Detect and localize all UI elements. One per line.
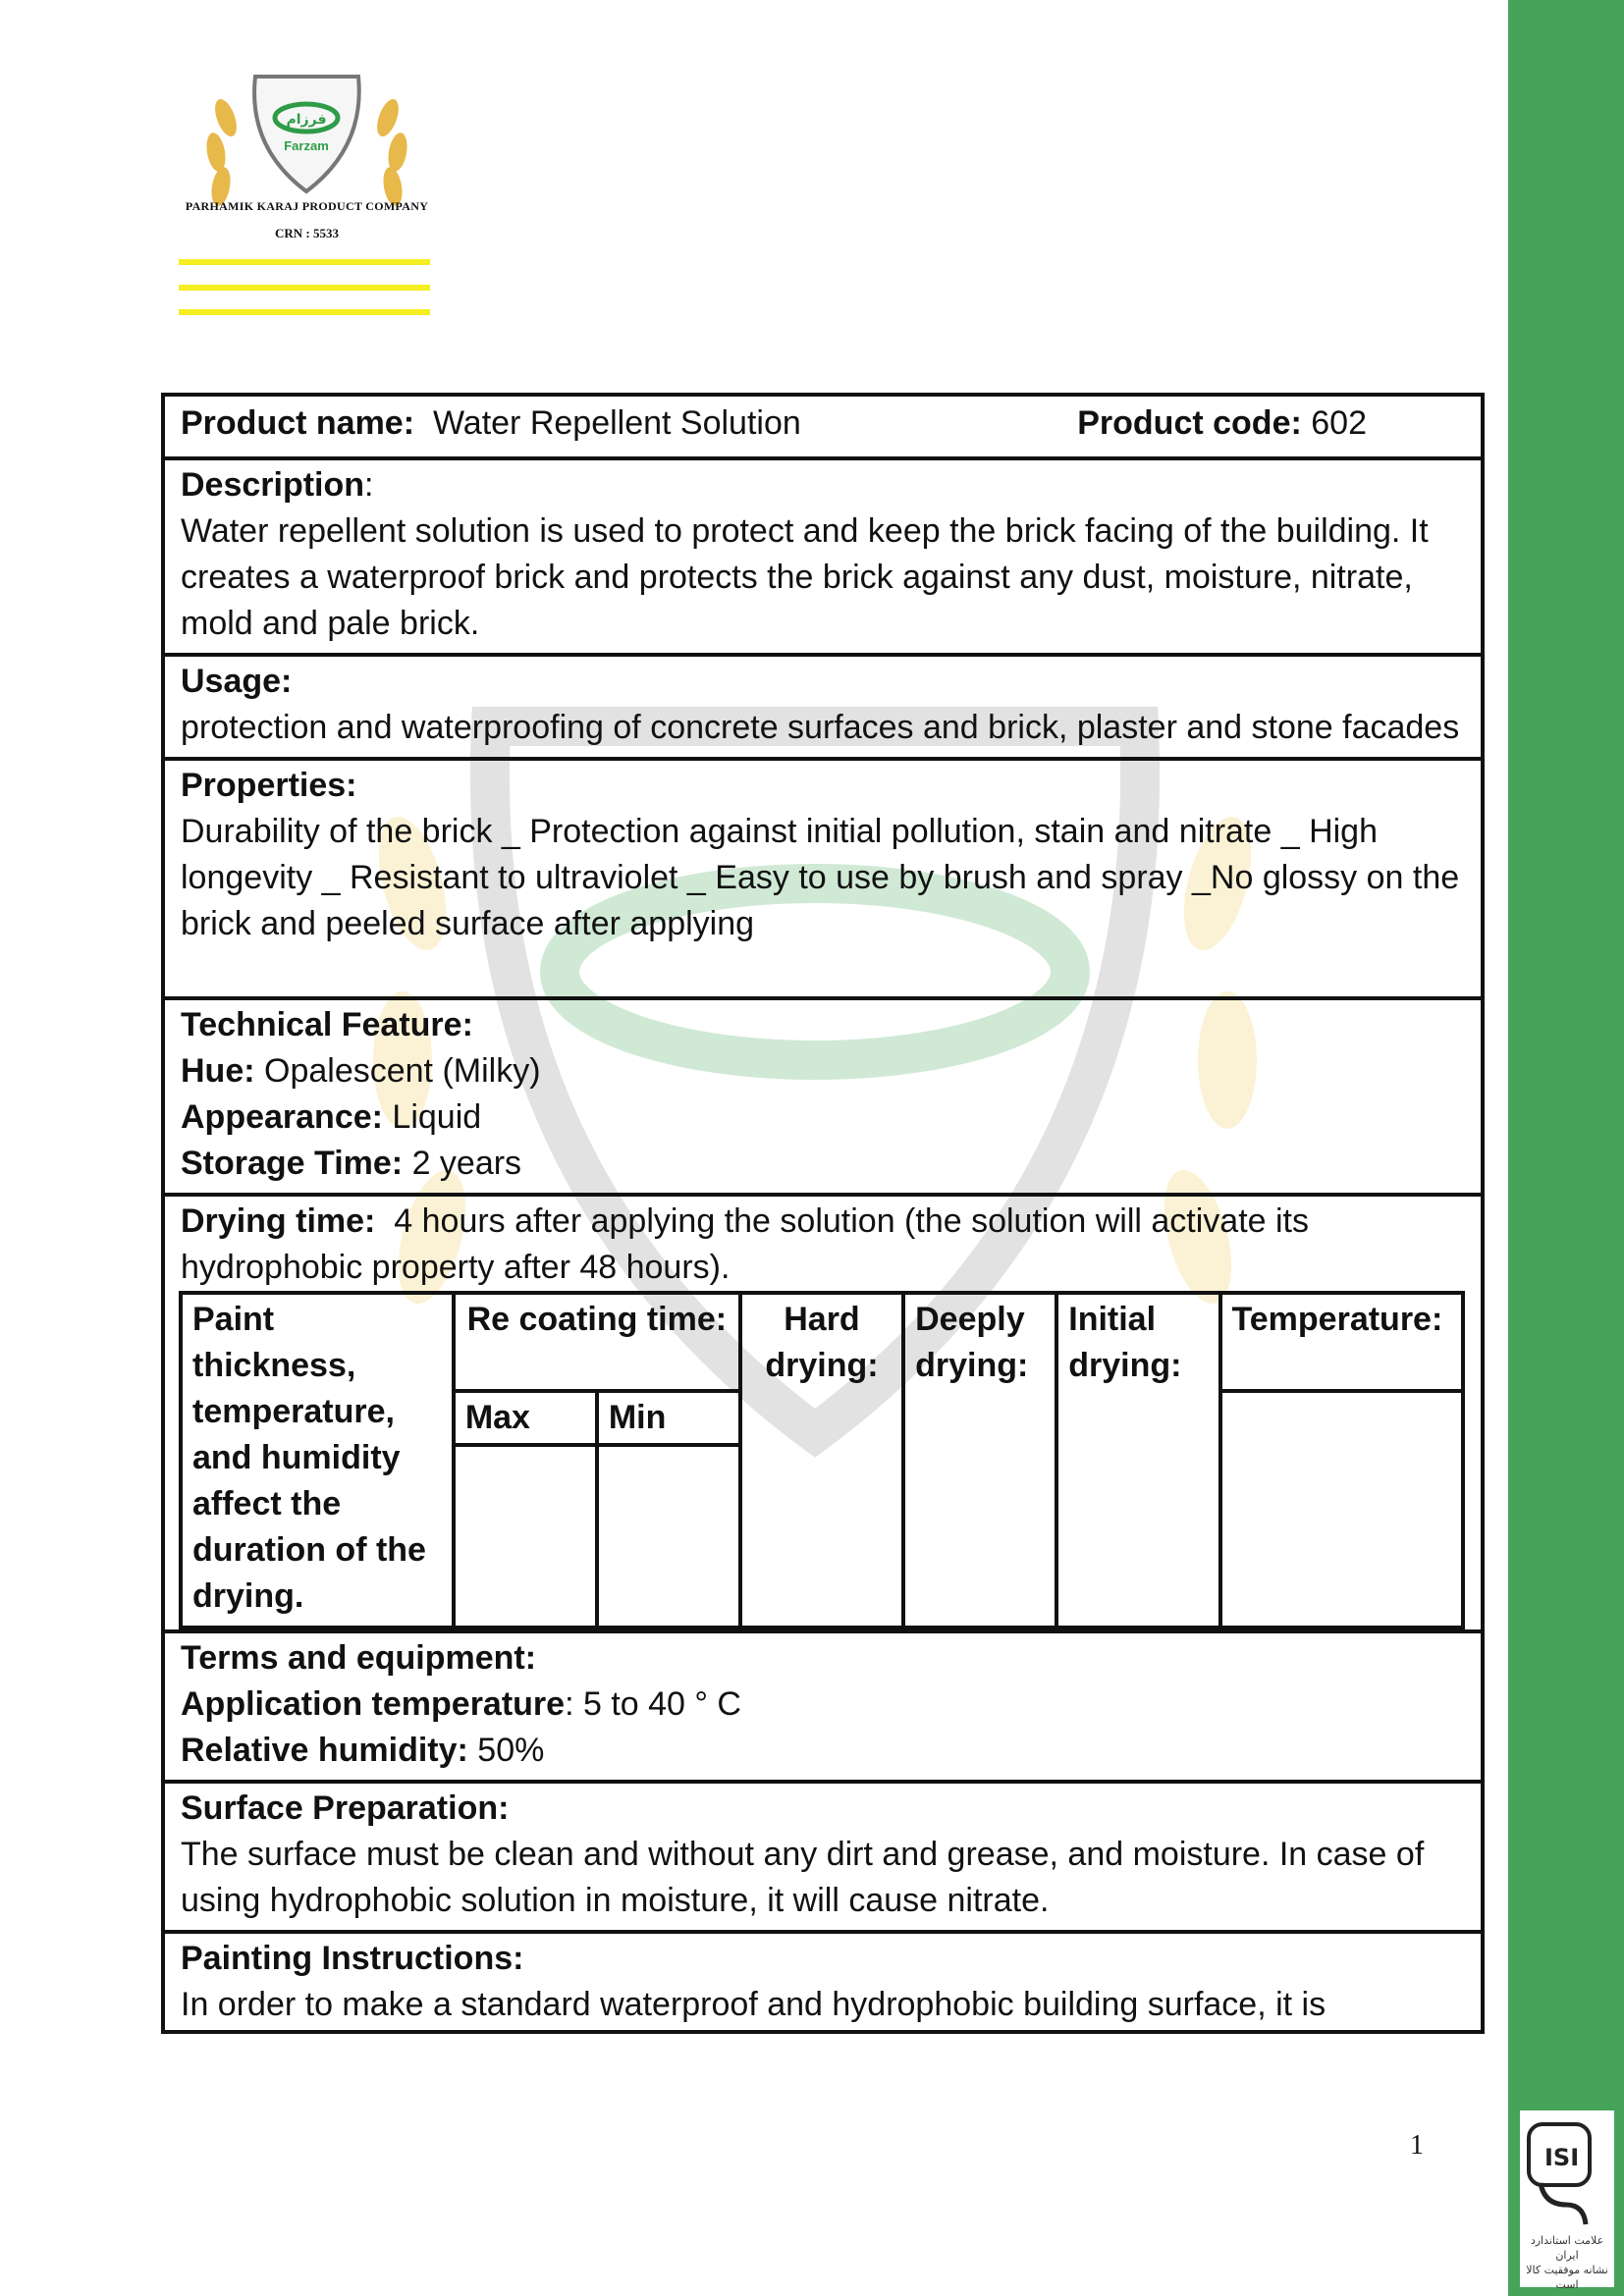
product-code-label: Product code:: [1077, 404, 1302, 442]
product-name: [181, 400, 801, 447]
technical-heading: Technical Feature:: [181, 1006, 473, 1043]
terms-section: [165, 1629, 1481, 1780]
drying-text: 4 hours after applying the solution (the solution will activate its hydrophobic property after 48 hours).: [181, 1202, 1309, 1286]
company-logo-icon: [177, 59, 437, 334]
surface-text: The surface must be clean and without any dirt and grease, and moisture. In case of using hydrophobic solution in moisture, it will cause nitrate.: [181, 1836, 1425, 1919]
properties-section: [165, 757, 1481, 996]
page-number: 1: [1410, 2130, 1424, 2161]
terms-heading: Terms and equipment:: [181, 1639, 537, 1677]
surface-section: [165, 1780, 1481, 1930]
drying-side-note: Paint thickness, temperature, and humidity affect the duration of the drying.: [181, 1293, 454, 1628]
hard-drying-header: Hard drying:: [740, 1293, 903, 1628]
svg-text:ISI: ISI: [1544, 2144, 1580, 2171]
drying-label: Drying time:: [181, 1202, 376, 1240]
humidity-value: 50%: [477, 1732, 545, 1769]
decor-line: [179, 259, 430, 265]
company-name: PARHAMIK KARAJ PRODUCT COMPANY: [185, 199, 429, 213]
sidebar-strip: [1508, 0, 1624, 2296]
initial-cell: [1056, 1445, 1219, 1628]
recoating-min: Min: [597, 1391, 740, 1445]
properties-text: Durability of the brick _ Protection against initial pollution, stain and nitrate _ High longevity _ Resistant to ultraviolet _ Easy to use by brush and spray _No glossy on the brick and peeled surface after applying: [181, 813, 1460, 942]
temperature-cell: [1220, 1391, 1463, 1628]
standard-mark: [1520, 2110, 1614, 2291]
standard-mark-line2: نشانه موفقیت کالا است: [1526, 2264, 1608, 2291]
product-name-label: Product name:: [181, 404, 415, 442]
appearance-value: Liquid: [392, 1098, 482, 1136]
product-code-value: 602: [1311, 404, 1367, 442]
technical-section: [165, 996, 1481, 1193]
brand-latin: Farzam: [284, 138, 329, 153]
properties-heading: Properties:: [181, 767, 357, 804]
initial-drying-header: Initial drying:: [1056, 1293, 1219, 1445]
app-temp-label: Application temperature: [181, 1685, 566, 1723]
painting-section: [165, 1930, 1481, 2030]
surface-heading: Surface Preparation:: [181, 1789, 510, 1827]
product-header-row: [165, 397, 1481, 456]
decor-line: [179, 285, 430, 291]
usage-text: protection and waterproofing of concrete surfaces and brick, plaster and stone facades: [181, 709, 1460, 746]
product-code: [1077, 400, 1367, 447]
brand-persian: فرزام: [286, 112, 327, 128]
storage-label: Storage Time:: [181, 1145, 404, 1182]
decor-line: [179, 309, 430, 315]
description-heading: Description: [181, 466, 365, 504]
temperature-header: Temperature:: [1220, 1293, 1463, 1391]
standard-mark-line1: علامت استاندارد ایران: [1530, 2234, 1604, 2262]
hue-value: Opalescent (Milky): [264, 1052, 541, 1090]
product-name-value: Water Repellent Solution: [432, 404, 801, 442]
max-cell: [454, 1445, 597, 1628]
recoating-max: Max: [454, 1391, 597, 1445]
drying-section: [165, 1193, 1481, 1629]
appearance-label: Appearance:: [181, 1098, 383, 1136]
painting-heading: Painting Instructions:: [181, 1940, 524, 1977]
drying-table: [179, 1291, 1465, 1629]
app-temp-value: : 5 to 40 ° C: [565, 1685, 741, 1723]
company-crn: CRN : 5533: [275, 226, 339, 240]
painting-text: In order to make a standard waterproof and hydrophobic building surface, it is: [181, 1986, 1326, 2023]
recoating-header: Re coating time:: [454, 1293, 740, 1391]
storage-value: 2 years: [411, 1145, 522, 1182]
description-text: Water repellent solution is used to protect and keep the brick facing of the building. It creates a waterproof brick and protects the brick against any dust, moisture, nitrate, mold and pale brick.: [181, 512, 1429, 642]
usage-heading: Usage:: [181, 663, 293, 700]
usage-section: [165, 653, 1481, 757]
humidity-label: Relative humidity:: [181, 1732, 468, 1769]
product-datasheet: [161, 393, 1485, 2034]
min-cell: [597, 1445, 740, 1628]
hue-label: Hue:: [181, 1052, 255, 1090]
deeply-drying-header: Deeply drying:: [903, 1293, 1056, 1628]
iran-standard-icon: [1523, 2110, 1611, 2228]
description-section: Description: Water repellent solution is used to protect and keep the brick facing of the building. It creates a waterproof brick and protects the brick against any dust, moisture, nitrate, mold and pale brick.: [165, 456, 1481, 653]
